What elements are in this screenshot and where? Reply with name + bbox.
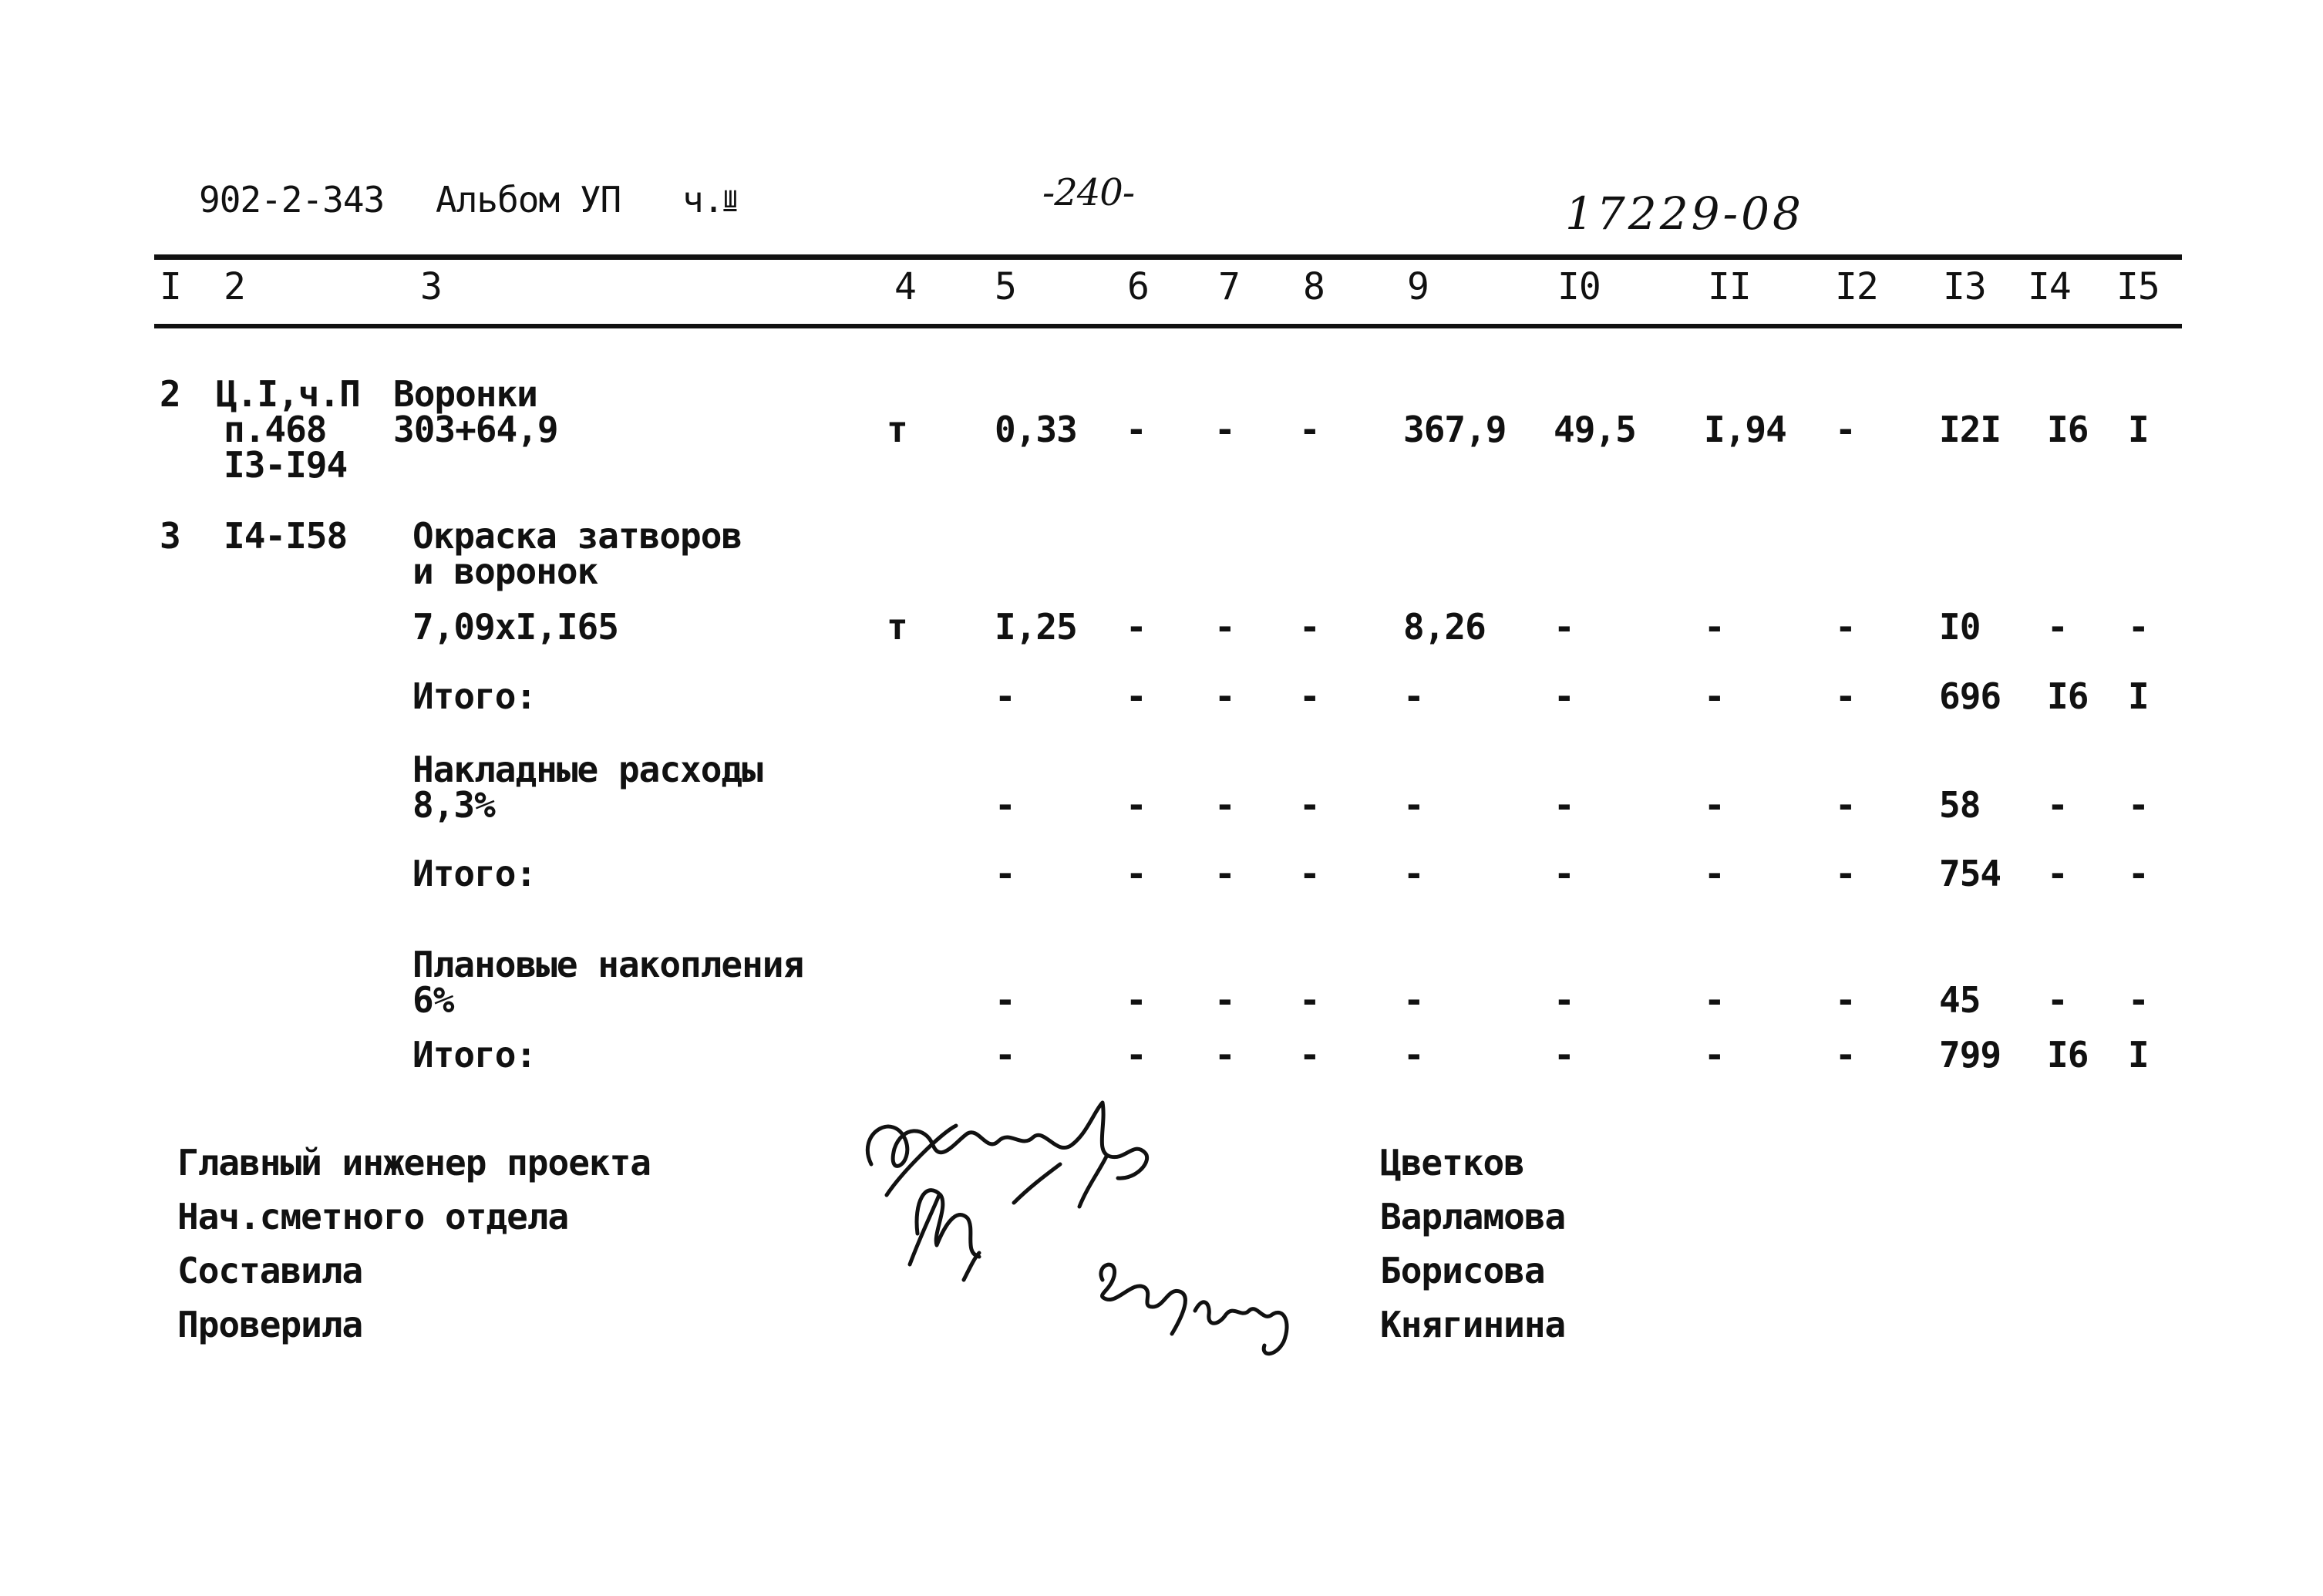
description-cell: и воронок — [412, 551, 598, 592]
empty-cell: - — [2047, 979, 2068, 1021]
column-number-3: 3 — [420, 265, 442, 308]
description-cell: 303+64,9 — [393, 409, 558, 450]
reference-cell: I3-I94 — [224, 444, 348, 486]
column-number-12: I2 — [1835, 265, 1878, 308]
empty-cell: - — [2128, 606, 2149, 648]
description-cell: Накладные расходы — [412, 749, 763, 790]
value-cell: I — [2128, 675, 2149, 717]
empty-cell: - — [1403, 675, 1424, 717]
empty-cell: - — [1214, 1034, 1235, 1076]
column-number-2: 2 — [224, 265, 245, 308]
column-number-1: I — [160, 265, 181, 308]
column-number-10: I0 — [1557, 265, 1601, 308]
empty-cell: - — [1554, 784, 1574, 826]
table-top-rule — [154, 254, 2182, 260]
description-cell: Итого: — [412, 675, 537, 717]
empty-cell: - — [2128, 979, 2149, 1021]
signature-name: Княгинина — [1380, 1304, 1566, 1345]
empty-cell: - — [1126, 409, 1146, 450]
description-cell: 8,3% — [412, 784, 495, 826]
empty-cell: - — [1554, 606, 1574, 648]
signature-name: Варламова — [1380, 1196, 1566, 1237]
album-label: Альбом УП — [436, 179, 621, 221]
value-cell: I6 — [2047, 409, 2089, 450]
empty-cell: - — [995, 784, 1015, 826]
column-number-7: 7 — [1218, 265, 1240, 308]
value-cell: 754 — [1939, 853, 2001, 894]
empty-cell: - — [1704, 979, 1725, 1021]
empty-cell: - — [1214, 606, 1235, 648]
empty-cell: - — [1126, 784, 1146, 826]
value-cell: 0,33 — [995, 409, 1077, 450]
signature-name: Борисова — [1380, 1250, 1545, 1291]
empty-cell: - — [2128, 784, 2149, 826]
empty-cell: - — [1403, 784, 1424, 826]
reference-cell: Ц.I,ч.П — [216, 373, 360, 415]
empty-cell: - — [1126, 606, 1146, 648]
row-number: 2 — [160, 373, 180, 415]
empty-cell: - — [1835, 606, 1856, 648]
value-cell: 58 — [1939, 784, 1981, 826]
empty-cell: - — [1835, 979, 1856, 1021]
empty-cell: - — [2047, 606, 2068, 648]
empty-cell: - — [2047, 853, 2068, 894]
empty-cell: - — [1835, 784, 1856, 826]
description-cell: Итого: — [412, 853, 537, 894]
empty-cell: - — [1126, 675, 1146, 717]
empty-cell: - — [1835, 853, 1856, 894]
signature-role: Нач.сметного отдела — [177, 1196, 569, 1237]
column-number-11: II — [1708, 265, 1751, 308]
value-cell: 45 — [1939, 979, 1981, 1021]
column-number-15: I5 — [2116, 265, 2160, 308]
handwritten-signatures — [840, 1079, 1380, 1372]
empty-cell: - — [995, 1034, 1015, 1076]
empty-cell: - — [1299, 606, 1320, 648]
empty-cell: - — [1554, 853, 1574, 894]
value-cell: т — [887, 409, 907, 450]
empty-cell: - — [1214, 853, 1235, 894]
empty-cell: - — [2128, 853, 2149, 894]
empty-cell: - — [1554, 675, 1574, 717]
description-cell: 6% — [412, 979, 454, 1021]
empty-cell: - — [1126, 1034, 1146, 1076]
signature-role: Главный инженер проекта — [177, 1142, 651, 1184]
empty-cell: - — [1554, 979, 1574, 1021]
empty-cell: - — [1554, 1034, 1574, 1076]
empty-cell: - — [1214, 784, 1235, 826]
column-number-4: 4 — [894, 265, 916, 308]
value-cell: 367,9 — [1403, 409, 1507, 450]
value-cell: т — [887, 606, 907, 648]
table-header-rule — [154, 324, 2182, 328]
value-cell: 799 — [1939, 1034, 2001, 1076]
value-cell: I6 — [2047, 675, 2089, 717]
part-prefix: ч. — [682, 179, 724, 221]
description-cell: Плановые накопления — [412, 944, 804, 985]
empty-cell: - — [1835, 1034, 1856, 1076]
empty-cell: - — [1704, 1034, 1725, 1076]
description-cell: Окраска затворов — [412, 515, 742, 557]
signature-role: Проверила — [177, 1304, 363, 1345]
empty-cell: - — [1403, 979, 1424, 1021]
description-cell: Воронки — [393, 373, 537, 415]
value-cell: 49,5 — [1554, 409, 1636, 450]
empty-cell: - — [1299, 1034, 1320, 1076]
empty-cell: - — [1704, 606, 1725, 648]
empty-cell: - — [995, 675, 1015, 717]
column-number-8: 8 — [1303, 265, 1325, 308]
empty-cell: - — [1835, 675, 1856, 717]
empty-cell: - — [1126, 979, 1146, 1021]
doc-number: 17229-08 — [1565, 187, 1804, 240]
empty-cell: - — [1403, 1034, 1424, 1076]
empty-cell: - — [995, 979, 1015, 1021]
column-number-5: 5 — [995, 265, 1016, 308]
value-cell: I0 — [1939, 606, 1981, 648]
empty-cell: - — [1214, 409, 1235, 450]
reference-cell: I4-I58 — [224, 515, 348, 557]
document-code: 902-2-343 — [199, 179, 385, 221]
column-number-14: I4 — [2028, 265, 2071, 308]
empty-cell: - — [1704, 675, 1725, 717]
empty-cell: - — [1214, 675, 1235, 717]
empty-cell: - — [1704, 853, 1725, 894]
part-label — [682, 179, 737, 221]
empty-cell: - — [1214, 979, 1235, 1021]
value-cell: I — [2128, 1034, 2149, 1076]
value-cell: I — [2128, 409, 2149, 450]
row-number: 3 — [160, 515, 180, 557]
signature-role: Составила — [177, 1250, 363, 1291]
column-number-9: 9 — [1407, 265, 1429, 308]
column-number-13: I3 — [1943, 265, 1986, 308]
column-number-6: 6 — [1127, 265, 1149, 308]
reference-cell: п.468 — [224, 409, 327, 450]
description-cell: Итого: — [412, 1034, 537, 1076]
empty-cell: - — [1835, 409, 1856, 450]
description-cell: 7,09xI,I65 — [412, 606, 618, 648]
empty-cell: - — [1299, 409, 1320, 450]
value-cell: 696 — [1939, 675, 2001, 717]
value-cell: 8,26 — [1403, 606, 1486, 648]
page-number: -240- — [1042, 171, 1135, 214]
empty-cell: - — [1403, 853, 1424, 894]
empty-cell: - — [1299, 979, 1320, 1021]
value-cell: I,94 — [1704, 409, 1786, 450]
empty-cell: - — [1704, 784, 1725, 826]
value-cell: I6 — [2047, 1034, 2089, 1076]
part-number: Ш — [723, 187, 737, 214]
empty-cell: - — [2047, 784, 2068, 826]
empty-cell: - — [1299, 853, 1320, 894]
empty-cell: - — [1299, 784, 1320, 826]
value-cell: I,25 — [995, 606, 1077, 648]
empty-cell: - — [1299, 675, 1320, 717]
value-cell: I2I — [1939, 409, 2001, 450]
empty-cell: - — [995, 853, 1015, 894]
signature-name: Цветков — [1380, 1142, 1524, 1184]
empty-cell: - — [1126, 853, 1146, 894]
